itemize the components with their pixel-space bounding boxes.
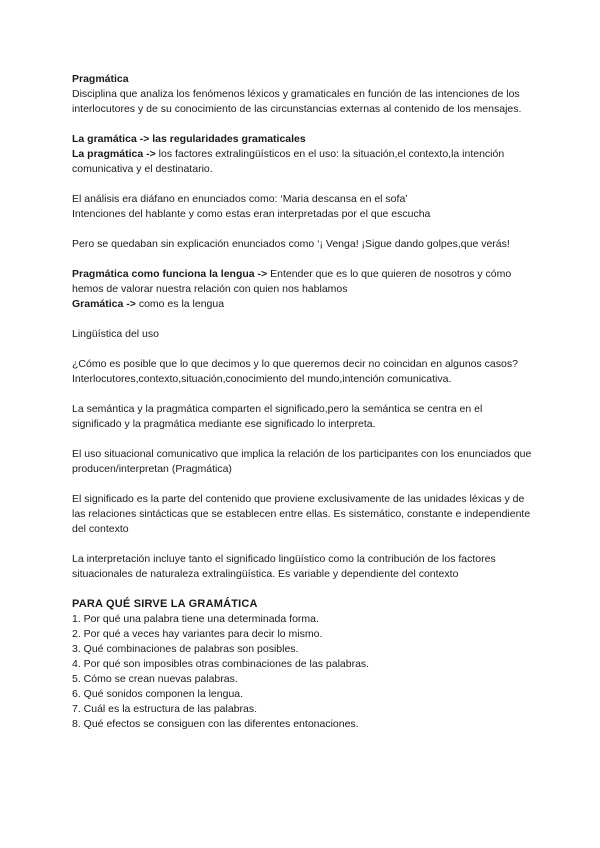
interlocutores-text: Interlocutores,contexto,situación,conocimiento del mundo,intención comunicativa. <box>72 373 452 385</box>
pragmatica-definition: Disciplina que analiza los fenómenos léxicos y gramaticales en función de las intenciones de los interlocutores y de su conocimiento de las circunstancias externas al contenido de los mensajes. <box>72 88 522 115</box>
list-item: 5. Cómo se crean nuevas palabras. <box>72 673 238 685</box>
list-item: 6. Qué sonidos componen la lengua. <box>72 688 244 700</box>
gramatica-label: Gramática -> <box>72 298 136 310</box>
list-item: 7. Cuál es la estructura de las palabras. <box>72 703 258 715</box>
prag-funciona-label: Pragmática como funciona la lengua -> <box>72 268 268 280</box>
analisis-line-1: El análisis era diáfano en enunciados como: ‘Maria descansa en el sofa’ <box>72 193 408 205</box>
gramatica-list-section <box>72 597 534 732</box>
pregunta-text: ¿Cómo es posible que lo que decimos y lo que queremos decir no coincidan en algunos casos? <box>72 358 518 370</box>
gramatica-pragmatica-section <box>72 132 534 177</box>
pragmatica-title: Pragmática <box>72 73 129 85</box>
list-item: 4. Por qué son imposibles otras combinaciones de las palabras. <box>72 658 370 670</box>
explicacion-paragraph: Pero se quedaban sin explicación enunciados como ‘¡ Venga! ¡Sigue dando golpes,que verás! <box>72 238 510 250</box>
list-item: 2. Por qué a veces hay variantes para decir lo mismo. <box>72 628 323 640</box>
prag-funciona-text: Entender que es lo que quieren de nosotros y cómo hemos de valorar nuestra relación con quien nos hablamos <box>72 268 512 295</box>
document-page <box>72 72 534 732</box>
significado-paragraph: El significado es la parte del contenido que proviene exclusivamente de las unidades léxicas y de las relaciones sintácticas que se establecen entre ellas. Es sistemático, constante e independiente del contexto <box>72 493 531 535</box>
pragmatica-section <box>72 72 534 117</box>
funciona-paragraph <box>72 267 534 312</box>
interpretacion-paragraph: La interpretación incluye tanto el significado lingüístico como la contribución de los factores situacionales de naturaleza extralingüística. Es variable y dependiente del contexto <box>72 553 496 580</box>
linguistica-uso: Lingüística del uso <box>72 328 159 340</box>
list-item: 8. Qué efectos se consiguen con las diferentes entonaciones. <box>72 718 359 730</box>
gramatica-text: como es la lengua <box>135 298 225 310</box>
gramatica-line: La gramática -> las regularidades gramaticales <box>72 133 306 145</box>
pregunta-paragraph <box>72 357 534 387</box>
analisis-paragraph <box>72 192 534 222</box>
uso-situacional-paragraph: El uso situacional comunicativo que implica la relación de los participantes con los enunciados que producen/interpretan (Pragmática) <box>72 448 532 475</box>
gramatica-list <box>72 612 534 732</box>
list-item: 3. Qué combinaciones de palabras son posibles. <box>72 643 299 655</box>
semantica-paragraph: La semántica y la pragmática comparten el significado,pero la semántica se centra en el significado y la pragmática mediante ese significado lo interpreta. <box>72 403 483 430</box>
pragmatica-label: La pragmática -> <box>72 148 156 160</box>
pragmatica-factors: los factores extralingüísticos en el uso: la situación,el contexto,la intención comunicativa y el destinatario. <box>72 148 505 175</box>
gramatica-list-title: PARA QUÉ SIRVE LA GRAMÁTICA <box>72 598 258 610</box>
analisis-line-2: Intenciones del hablante y como estas eran interpretadas por el que escucha <box>72 208 431 220</box>
list-item: 1. Por qué una palabra tiene una determinada forma. <box>72 613 319 625</box>
